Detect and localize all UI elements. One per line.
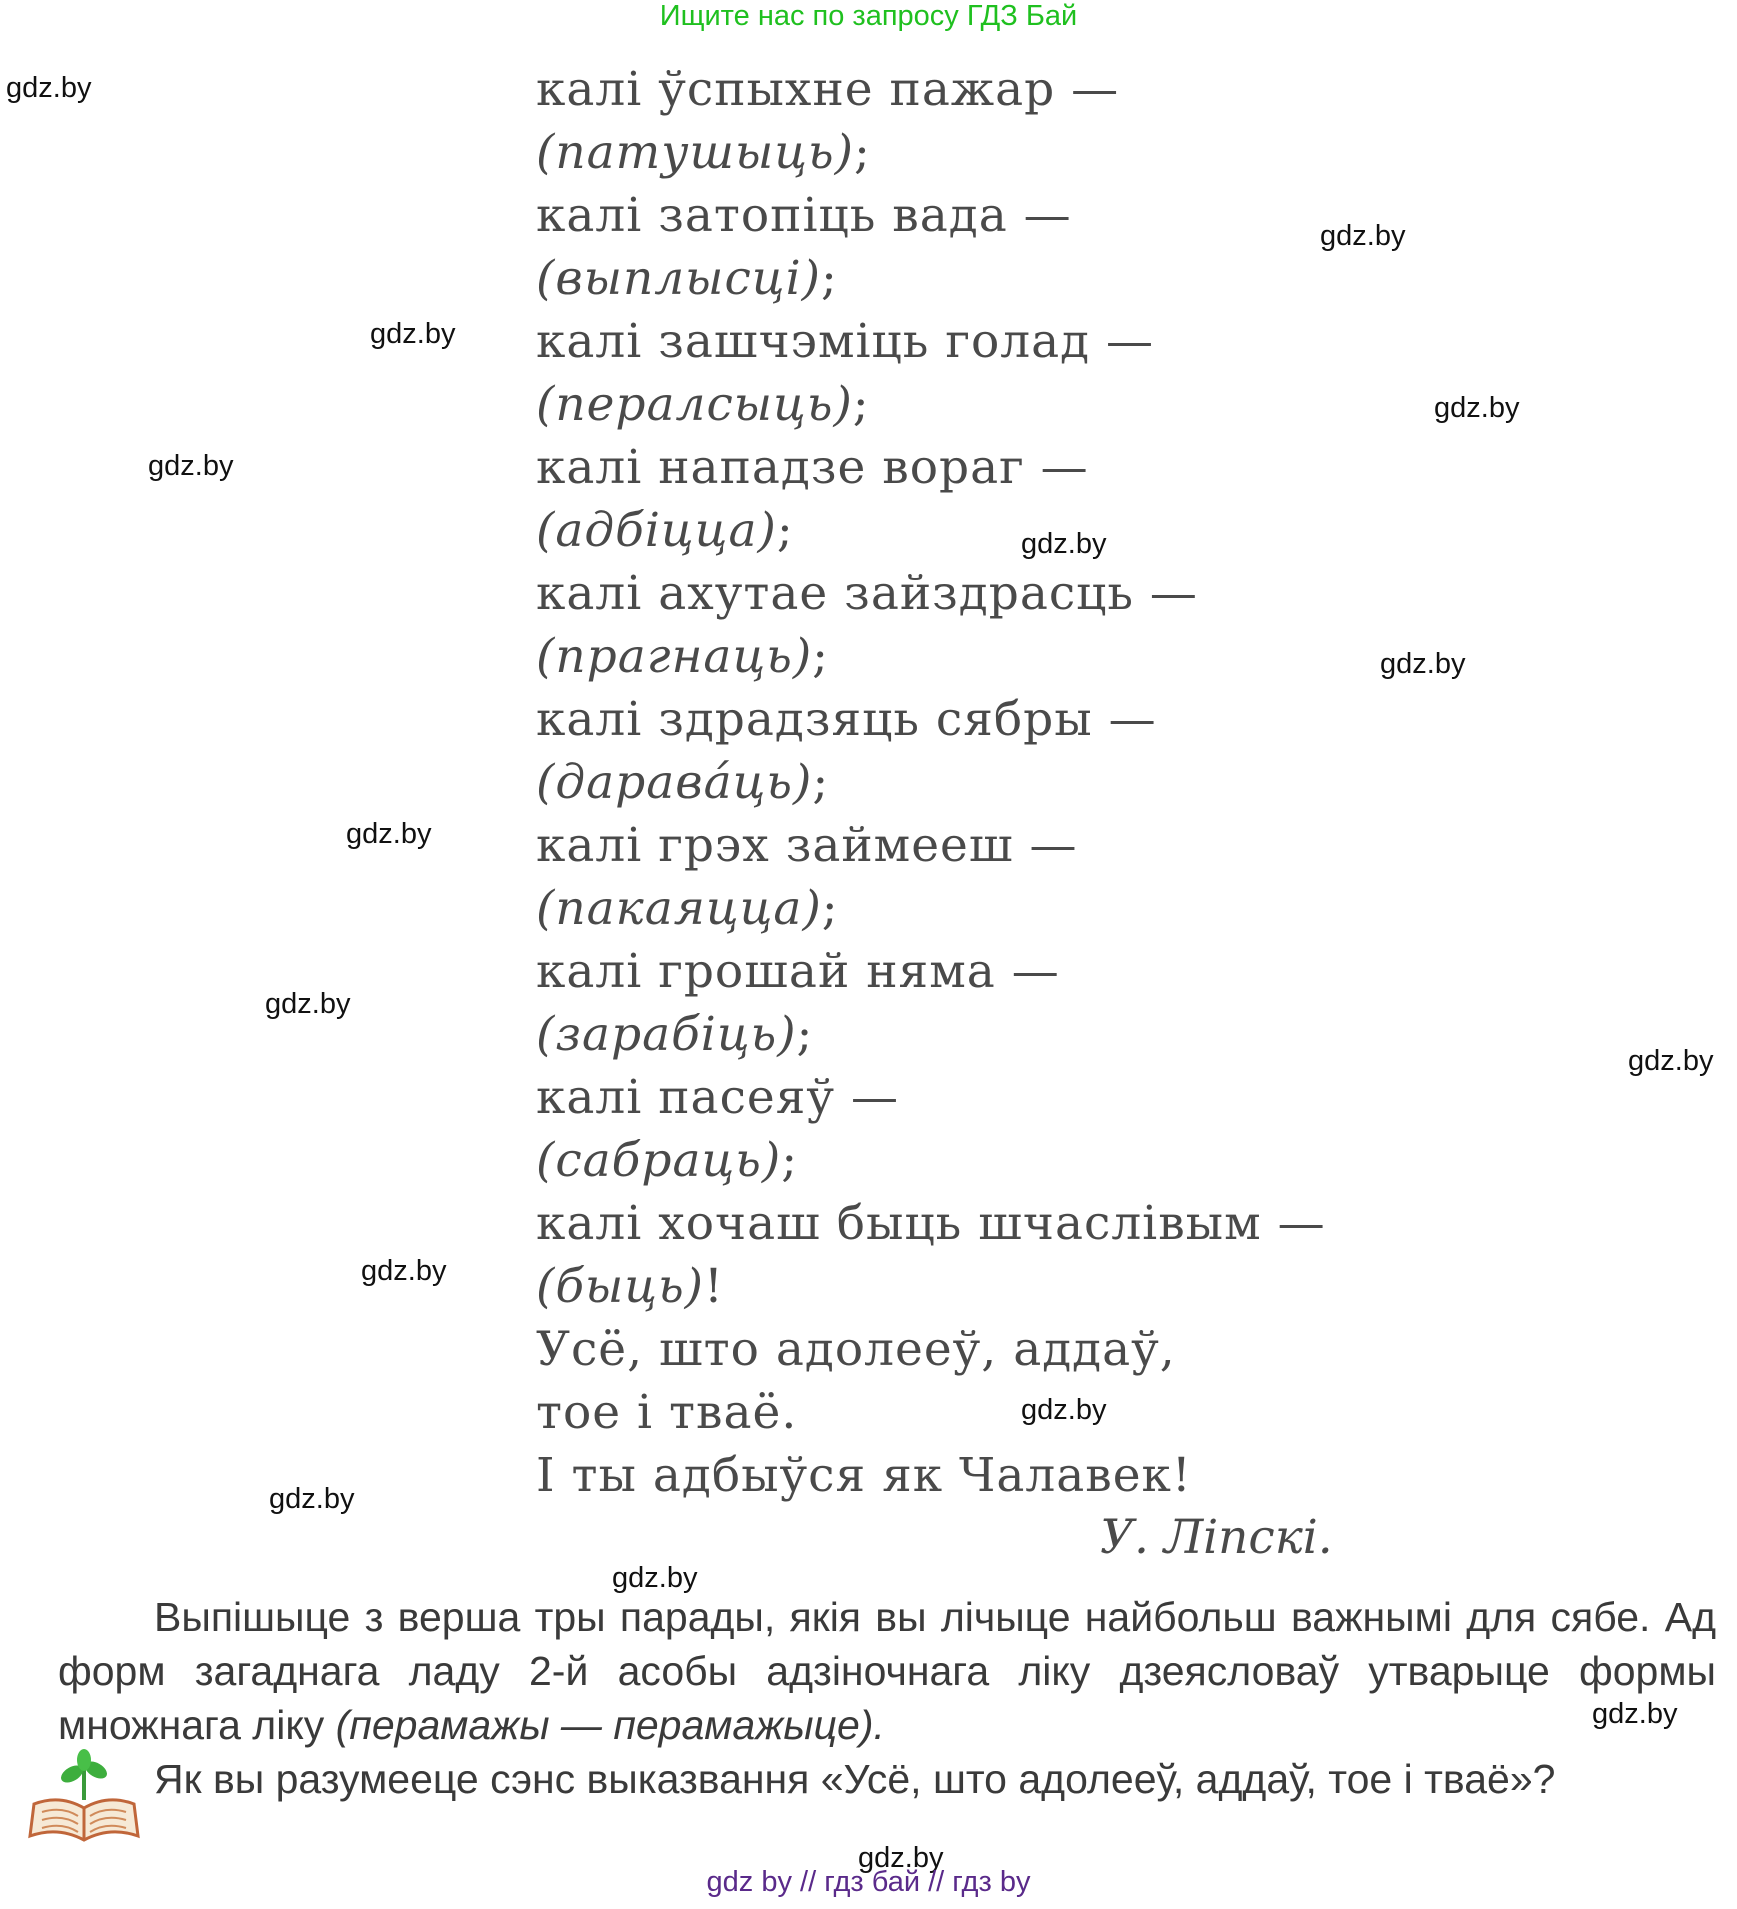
watermark: gdz.by — [370, 318, 456, 350]
poem-advice: (зарабіць) — [536, 1007, 797, 1062]
watermark: gdz.by — [1592, 1698, 1678, 1730]
poem-line: калі грошай няма — — [536, 944, 1060, 999]
task-paragraph-1-example: (перамажы — перамажыце). — [335, 1702, 885, 1748]
poem-line: калі ўспыхне пажар — — [536, 62, 1120, 117]
task-block — [58, 1590, 1716, 1752]
poem-punctuation: ; — [781, 1133, 799, 1188]
poem-advice-line — [536, 1255, 1326, 1318]
poem-advice: (быць) — [536, 1259, 705, 1314]
poem-advice-line — [536, 499, 1326, 562]
poem-advice: (даравáць) — [536, 755, 813, 810]
poem-advice-line — [536, 247, 1326, 310]
poem-advice: (сабраць) — [536, 1133, 782, 1188]
poem-punctuation: ; — [796, 1007, 814, 1062]
poem-line: калі грэх займееш — — [536, 818, 1078, 873]
poem-line: калі нападзе вораг — — [536, 440, 1089, 495]
poem-punctuation: ; — [812, 629, 830, 684]
top-banner: Ищите нас по запросу ГДЗ Бай — [659, 0, 1078, 32]
poem-author: У. Ліпскі. — [1100, 1510, 1333, 1565]
poem-punctuation: ; — [776, 503, 794, 558]
book-sprout-icon — [26, 1748, 142, 1844]
poem-advice-line — [536, 121, 1326, 184]
poem-line: І ты адбыўся як Чалавек! — [536, 1448, 1192, 1503]
poem-line: калі зашчэміць голад — — [536, 314, 1154, 369]
watermark: gdz.by — [858, 1842, 944, 1874]
footer-links[interactable]: gdz by // гдз бай // гдз by — [706, 1866, 1031, 1898]
poem-line: калі здрадзяць сябры — — [536, 692, 1157, 747]
poem-punctuation: ; — [853, 125, 871, 180]
poem-advice-line — [536, 877, 1326, 940]
watermark: gdz.by — [1320, 220, 1406, 252]
poem — [536, 58, 1326, 1507]
watermark: gdz.by — [1021, 1394, 1107, 1426]
watermark: gdz.by — [1434, 392, 1520, 424]
poem-advice: (пералсыць) — [536, 377, 853, 432]
poem-line: тое і тваё. — [536, 1385, 798, 1440]
poem-line: Усё, што адолееў, аддаў, — [536, 1322, 1176, 1377]
poem-line: калі ахутае зайздрасць — — [536, 566, 1198, 621]
watermark: gdz.by — [1628, 1045, 1714, 1077]
watermark: gdz.by — [265, 988, 351, 1020]
watermark: gdz.by — [361, 1255, 447, 1287]
watermark: gdz.by — [1380, 648, 1466, 680]
poem-punctuation: ; — [821, 881, 839, 936]
poem-line: калі пасеяў — — [536, 1070, 899, 1125]
watermark: gdz.by — [612, 1562, 698, 1594]
poem-advice-line — [536, 751, 1326, 814]
task-paragraph-1-text: Выпішыце з верша тры парады, якія вы лічыце найбольш важнымі для сябе. Ад форм загаднага ладу 2-й асобы адзіночнага ліку дзеясловаў утварыце формы множнага ліку — [58, 1594, 1716, 1748]
poem-advice: (пакаяцца) — [536, 881, 822, 936]
poem-punctuation: ; — [820, 251, 838, 306]
poem-line: калі затопіць вада — — [536, 188, 1072, 243]
poem-punctuation: ! — [704, 1259, 724, 1314]
poem-punctuation: ; — [852, 377, 870, 432]
watermark: gdz.by — [148, 450, 234, 482]
poem-advice-line — [536, 1003, 1326, 1066]
poem-punctuation: ; — [812, 755, 830, 810]
poem-advice-line — [536, 1129, 1326, 1192]
poem-advice: (патушыць) — [536, 125, 854, 180]
task-paragraph-2: Як вы разумееце сэнс выказвання «Усё, што адолееў, аддаў, тое і тваё»? — [154, 1756, 1556, 1802]
watermark: gdz.by — [269, 1483, 355, 1515]
task-paragraph-1 — [58, 1590, 1716, 1752]
poem-advice-line — [536, 625, 1326, 688]
poem-advice: (адбіцца) — [536, 503, 777, 558]
poem-line: калі хочаш быць шчаслівым — — [536, 1196, 1326, 1251]
poem-advice: (прагнаць) — [536, 629, 813, 684]
watermark: gdz.by — [1021, 528, 1107, 560]
watermark: gdz.by — [6, 72, 92, 104]
poem-advice: (выплысці) — [536, 251, 821, 306]
watermark: gdz.by — [346, 818, 432, 850]
poem-advice-line — [536, 373, 1326, 436]
